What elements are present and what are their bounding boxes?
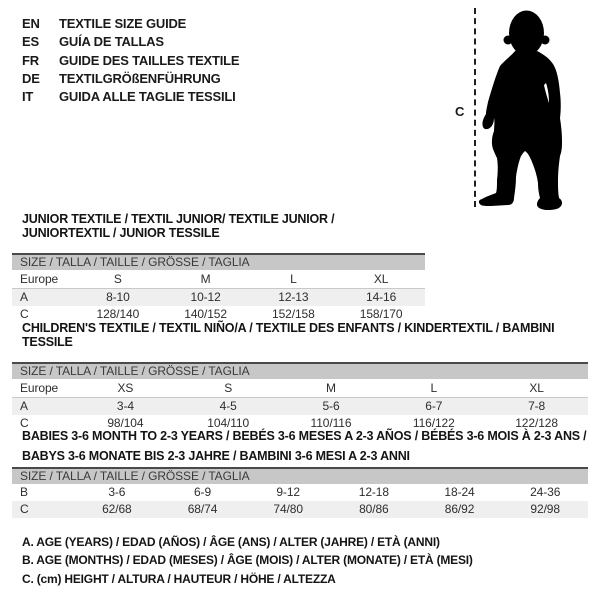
language-code: EN (22, 16, 40, 31)
baby-silhouette-icon (470, 0, 600, 215)
language-row-es (22, 33, 239, 51)
language-title: TEXTILGRÖßENFÜHRUNG (59, 70, 221, 86)
language-code: FR (22, 52, 39, 68)
table-row (12, 484, 588, 501)
table-cell: 98/104 (107, 416, 144, 430)
table-row (12, 398, 588, 415)
junior-size-table (12, 253, 425, 323)
size-header-bar: SIZE / TALLA / TAILLE / GRÖSSE / TAGLIA (12, 362, 588, 379)
table-title: JUNIOR TEXTILE / TEXTIL JUNIOR/ TEXTILE JUNIOR / JUNIORTEXTIL / JUNIOR TESSILE (22, 212, 335, 240)
table-cell: 152/158 (272, 307, 315, 321)
table-cell: S (224, 381, 233, 395)
junior-textile-section (12, 212, 425, 323)
table-cell: 62/68 (102, 502, 132, 516)
column-header-row (12, 270, 425, 289)
table-cell: 10-12 (190, 290, 221, 304)
table-cell: 18-24 (444, 485, 475, 499)
size-header-bar: SIZE / TALLA / TAILLE / GRÖSSE / TAGLIA (12, 467, 588, 484)
language-row-en (22, 15, 239, 33)
language-list (22, 15, 239, 106)
language-title: GUIDE DES TAILLES TEXTILE (59, 52, 240, 68)
column-header-row (12, 379, 588, 398)
children-textile-section (12, 321, 588, 432)
table-cell: 12-18 (358, 485, 389, 499)
note-height-cm: C. (cm) HEIGHT / ALTURA / HAUTEUR / HÖHE / ALTEZZA (22, 571, 336, 586)
size-header-bar: SIZE / TALLA / TAILLE / GRÖSSE / TAGLIA (12, 253, 425, 270)
table-cell: 3-4 (116, 399, 134, 413)
language-row-it (22, 88, 239, 106)
language-title: GUÍA DE TALLAS (59, 34, 164, 50)
table-cell: 8-10 (106, 290, 130, 304)
table-cell: XL (529, 381, 544, 395)
language-code: IT (22, 89, 34, 105)
table-cell: 12-13 (278, 290, 309, 304)
table-cell: 74/80 (273, 502, 303, 516)
table-rows (12, 270, 425, 323)
table-cell: XS (117, 381, 134, 395)
table-cell: 110/116 (310, 416, 352, 430)
table-cell: 7-8 (528, 399, 546, 413)
note-age-months: B. AGE (MONTHS) / EDAD (MESES) / ÂGE (MOIS) / ALTER (MONATE) / ETÀ (MESI) (22, 553, 473, 568)
table-cell: 128/140 (96, 307, 140, 321)
row-label: Europe (20, 381, 59, 395)
note-age-years: A. AGE (YEARS) / EDAD (AÑOS) / ÂGE (ANS) / ALTER (JAHRE) / ETÀ (ANNI) (22, 535, 440, 549)
row-label: C (20, 416, 29, 430)
table-title: BABIES 3-6 MONTH TO 2-3 YEARS / BEBÉS 3-6 MESES A 2-3 AÑOS / BÉBÉS 3-6 MOIS À 2-3 ANS / (22, 429, 587, 443)
table-cell: 5-6 (322, 399, 340, 413)
babies-textile-section (12, 427, 588, 518)
table-cell: 140/152 (184, 307, 227, 321)
table-cell: 3-6 (108, 485, 126, 499)
language-row-fr (22, 52, 239, 70)
babies-size-table (12, 467, 588, 518)
table-cell: 4-5 (219, 399, 237, 413)
language-code: DE (22, 70, 40, 86)
table-title-line2: BABYS 3-6 MONATE BIS 2-3 JAHRE / BAMBINI 3-6 MESI A 2-3 ANNI (22, 449, 410, 463)
table-cell: 9-12 (276, 485, 300, 499)
language-title: GUIDA ALLE TAGLIE TESSILI (59, 89, 236, 105)
row-label: B (20, 485, 28, 499)
table-cell: L (290, 272, 297, 286)
table-cell: 14-16 (366, 290, 397, 304)
table-cell: M (326, 381, 336, 395)
language-code: ES (22, 34, 39, 50)
row-label: C (20, 307, 29, 321)
height-measure-label: C (455, 104, 465, 119)
row-label: A (20, 290, 28, 304)
table-rows (12, 484, 588, 518)
table-cell: 80/86 (359, 502, 389, 516)
row-label: Europe (20, 272, 59, 286)
table-cell: L (430, 381, 438, 395)
table-row (12, 501, 588, 518)
table-cell: XL (373, 272, 389, 286)
table-cell: 104/110 (207, 416, 250, 430)
table-cell: 24-36 (530, 485, 561, 499)
table-cell: 68/74 (187, 502, 218, 516)
table-cell: 116/122 (412, 416, 455, 430)
table-cell: M (200, 272, 211, 286)
table-cell: 86/92 (444, 502, 475, 516)
table-cell: S (113, 272, 122, 286)
table-cell: 6-7 (425, 399, 443, 413)
row-label: C (20, 502, 29, 516)
children-size-table (12, 362, 588, 432)
table-title: CHILDREN'S TEXTILE / TEXTIL NIÑO/A / TEXTILE DES ENFANTS / KINDERTEXTIL / BAMBINI TESSILE (22, 321, 555, 349)
table-cell: 6-9 (193, 485, 212, 499)
table-rows (12, 379, 588, 432)
language-row-de (22, 70, 239, 88)
table-row (12, 289, 425, 306)
table-cell: 122/128 (515, 416, 558, 430)
table-cell: 92/98 (530, 502, 560, 516)
row-label: A (20, 399, 28, 413)
legend-notes (22, 533, 473, 588)
table-cell: 158/170 (359, 307, 403, 321)
language-title: TEXTILE SIZE GUIDE (59, 16, 187, 31)
